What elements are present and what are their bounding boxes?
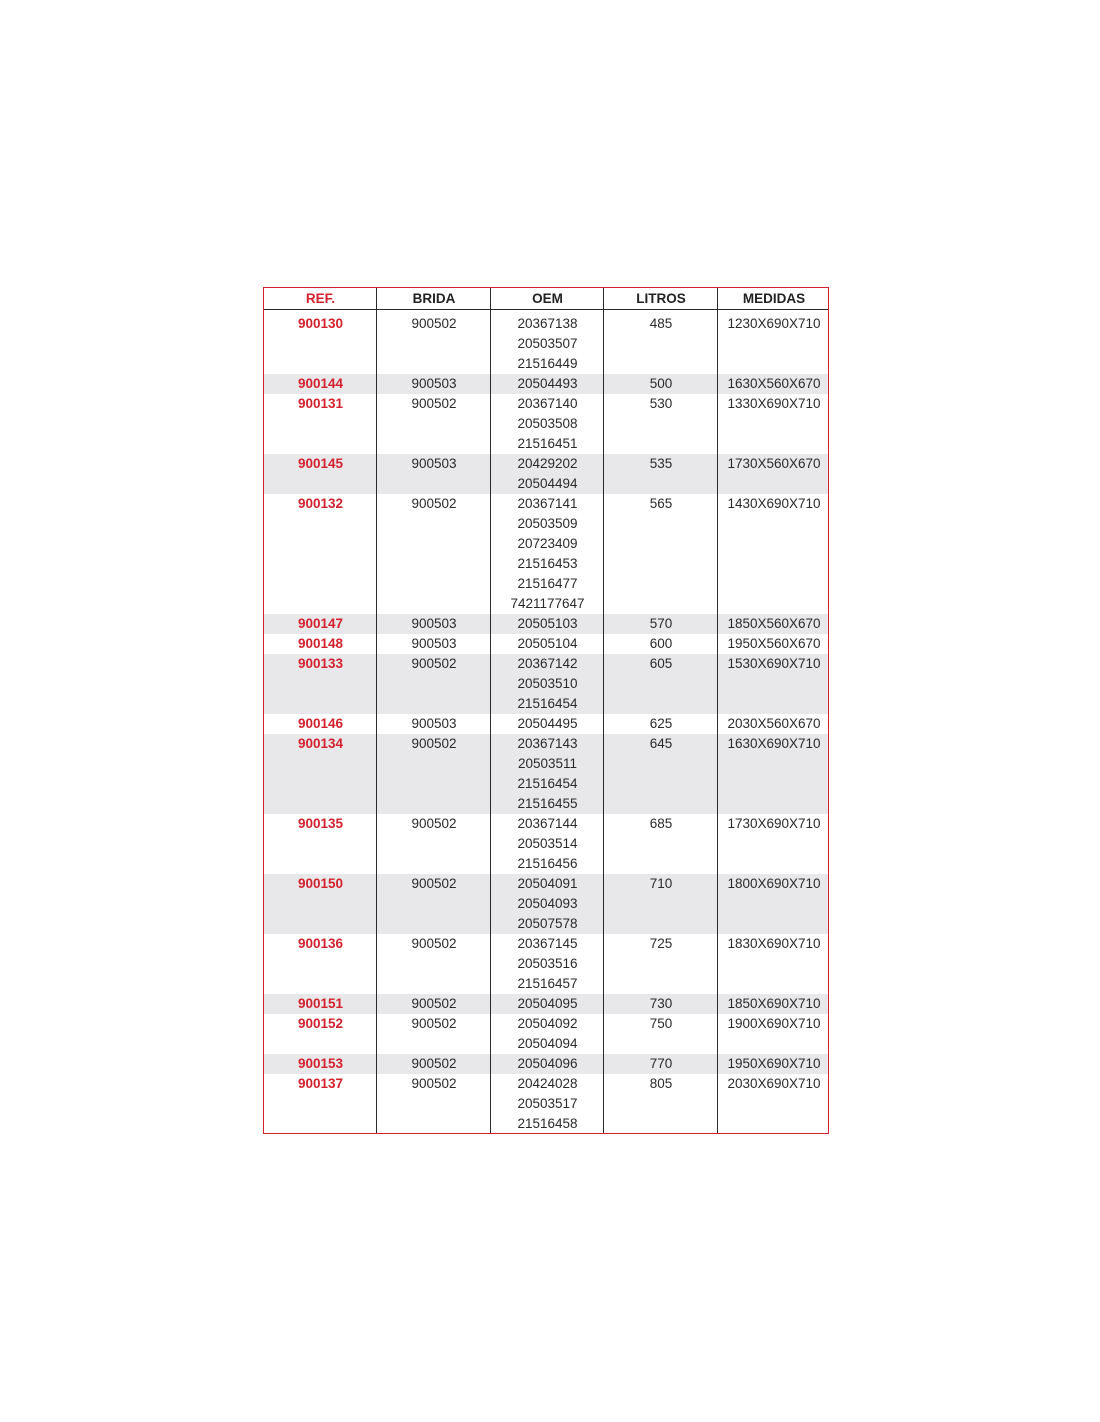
cell-litros: 645: [649, 736, 673, 751]
cell-medidas: 1850X690X710: [727, 996, 821, 1011]
cell-ref: 900130: [297, 316, 344, 331]
cell-ref: 900150: [297, 876, 344, 891]
cell-ref: 900147: [297, 616, 344, 631]
cell-oem: [491, 654, 604, 714]
cell-litros: 750: [649, 1016, 673, 1031]
cell-ref: 900132: [297, 496, 344, 511]
table-row: [264, 1014, 828, 1054]
oem-code: 21516477: [517, 576, 578, 591]
cell-brida: 900502: [411, 996, 457, 1011]
cell-brida: 900502: [411, 656, 457, 671]
cell-medidas: 2030X560X670: [727, 716, 821, 731]
oem-code: 7421177647: [510, 596, 585, 611]
cell-oem: [491, 374, 604, 394]
oem-code: 21516457: [517, 976, 578, 991]
cell-medidas: 1850X560X670: [727, 616, 821, 631]
oem-code: 20505103: [517, 616, 578, 631]
cell-oem: [491, 734, 604, 814]
table-row: [264, 874, 828, 934]
cell-brida: 900502: [411, 876, 457, 891]
cell-oem: [491, 714, 604, 734]
oem-code: 20504091: [517, 876, 578, 891]
table-row: [264, 494, 828, 614]
table-row: [264, 454, 828, 494]
cell-ref: 900136: [297, 936, 344, 951]
cell-ref: 900144: [297, 376, 344, 391]
table-row: [264, 1054, 828, 1074]
cell-litros: 500: [649, 376, 673, 391]
oem-code: 21516455: [517, 796, 578, 811]
cell-litros: 600: [649, 636, 673, 651]
cell-brida: 900502: [411, 1016, 457, 1031]
cell-ref: 900137: [297, 1076, 344, 1091]
table-row: [264, 1074, 828, 1134]
cell-litros: 485: [649, 316, 673, 331]
cell-brida: 900502: [411, 396, 457, 411]
oem-code: 20367142: [517, 656, 578, 671]
cell-ref: 900133: [297, 656, 344, 671]
cell-litros: 710: [649, 876, 673, 891]
oem-code: 20504092: [517, 1016, 578, 1031]
cell-medidas: 1330X690X710: [727, 396, 821, 411]
cell-litros: 530: [649, 396, 673, 411]
oem-code: 21516453: [517, 556, 578, 571]
oem-code: 20424028: [517, 1076, 578, 1091]
oem-code: 21516456: [517, 856, 578, 871]
cell-ref: 900131: [297, 396, 344, 411]
oem-code: 20367143: [517, 736, 578, 751]
cell-brida: 900502: [411, 736, 457, 751]
oem-code: 21516451: [517, 436, 578, 451]
cell-ref: 900134: [297, 736, 344, 751]
cell-medidas: 1230X690X710: [727, 316, 821, 331]
cell-litros: 625: [649, 716, 673, 731]
column-divider: [376, 288, 377, 1133]
cell-oem: [491, 1074, 604, 1134]
cell-brida: 900502: [411, 936, 457, 951]
cell-oem: [491, 634, 604, 654]
oem-code: 20503514: [517, 836, 578, 851]
oem-code: 21516454: [517, 776, 578, 791]
column-divider: [490, 288, 491, 1133]
cell-oem: [491, 454, 604, 494]
table-row: [264, 614, 828, 634]
cell-oem: [491, 934, 604, 994]
cell-medidas: 1800X690X710: [727, 876, 821, 891]
cell-ref: 900145: [297, 456, 344, 471]
table-row: [264, 314, 828, 374]
oem-code: 21516449: [517, 356, 578, 371]
column-divider: [717, 288, 718, 1133]
cell-litros: 565: [649, 496, 673, 511]
table-row: [264, 734, 828, 814]
table-row: [264, 814, 828, 874]
cell-ref: 900148: [297, 636, 344, 651]
cell-oem: [491, 394, 604, 454]
cell-oem: [491, 1054, 604, 1074]
cell-medidas: 1900X690X710: [727, 1016, 821, 1031]
cell-litros: 570: [649, 616, 673, 631]
oem-code: 20505104: [517, 636, 578, 651]
oem-code: 20503516: [517, 956, 578, 971]
cell-brida: 900502: [411, 316, 457, 331]
oem-code: 20367140: [517, 396, 578, 411]
table-row: [264, 394, 828, 454]
cell-litros: 805: [649, 1076, 673, 1091]
oem-code: 20503510: [517, 676, 578, 691]
table-row: [264, 714, 828, 734]
table-row: [264, 934, 828, 994]
cell-ref: 900135: [297, 816, 344, 831]
cell-oem: [491, 994, 604, 1014]
cell-medidas: 1730X690X710: [727, 816, 821, 831]
oem-code: 21516454: [517, 696, 578, 711]
cell-ref: 900146: [297, 716, 344, 731]
cell-brida: 900502: [411, 816, 457, 831]
cell-medidas: 1630X560X670: [727, 376, 821, 391]
cell-brida: 900503: [411, 456, 457, 471]
header-medidas: MEDIDAS: [742, 291, 806, 306]
cell-brida: 900503: [411, 716, 457, 731]
cell-litros: 535: [649, 456, 673, 471]
table-header: [264, 288, 828, 310]
table-row: [264, 654, 828, 714]
cell-medidas: 1430X690X710: [727, 496, 821, 511]
oem-code: 20503511: [517, 756, 578, 771]
cell-brida: 900503: [411, 376, 457, 391]
cell-ref: 900151: [297, 996, 344, 1011]
cell-medidas: 1950X690X710: [727, 1056, 821, 1071]
oem-code: 21516458: [517, 1116, 578, 1131]
oem-code: 20507578: [517, 916, 578, 931]
cell-oem: [491, 814, 604, 874]
cell-ref: 900153: [297, 1056, 344, 1071]
oem-code: 20503517: [517, 1096, 578, 1111]
cell-brida: 900502: [411, 496, 457, 511]
oem-code: 20504094: [517, 1036, 578, 1051]
header-brida: BRIDA: [412, 291, 456, 306]
cell-litros: 685: [649, 816, 673, 831]
oem-code: 20367145: [517, 936, 578, 951]
cell-litros: 605: [649, 656, 673, 671]
cell-medidas: 1630X690X710: [727, 736, 821, 751]
cell-brida: 900503: [411, 616, 457, 631]
cell-medidas: 1830X690X710: [727, 936, 821, 951]
table-row: [264, 634, 828, 654]
oem-code: 20503507: [517, 336, 578, 351]
cell-litros: 770: [649, 1056, 673, 1071]
cell-oem: [491, 1014, 604, 1054]
oem-code: 20367138: [517, 316, 578, 331]
cell-medidas: 2030X690X710: [727, 1076, 821, 1091]
cell-brida: 900502: [411, 1076, 457, 1091]
header-ref: REF.: [305, 291, 336, 306]
oem-code: 20504095: [517, 996, 578, 1011]
cell-oem: [491, 494, 604, 614]
cell-oem: [491, 874, 604, 934]
cell-brida: 900503: [411, 636, 457, 651]
cell-medidas: 1530X690X710: [727, 656, 821, 671]
table-body: [264, 314, 828, 1134]
column-divider: [603, 288, 604, 1133]
table-row: [264, 374, 828, 394]
oem-code: 20504093: [517, 896, 578, 911]
oem-code: 20504096: [517, 1056, 578, 1071]
cell-litros: 725: [649, 936, 673, 951]
oem-code: 20503509: [517, 516, 578, 531]
cell-medidas: 1950X560X670: [727, 636, 821, 651]
table-row: [264, 994, 828, 1014]
oem-code: 20504493: [517, 376, 578, 391]
oem-code: 20503508: [517, 416, 578, 431]
header-litros: LITROS: [636, 291, 686, 306]
cell-brida: 900502: [411, 1056, 457, 1071]
cell-oem: [491, 614, 604, 634]
cell-oem: [491, 314, 604, 374]
oem-code: 20504494: [517, 476, 578, 491]
oem-code: 20367144: [517, 816, 578, 831]
oem-code: 20723409: [517, 536, 578, 551]
header-oem: OEM: [532, 291, 563, 306]
oem-code: 20429202: [517, 456, 578, 471]
cell-litros: 730: [649, 996, 673, 1011]
product-table: [263, 287, 829, 1134]
cell-ref: 900152: [297, 1016, 344, 1031]
oem-code: 20367141: [517, 496, 578, 511]
cell-medidas: 1730X560X670: [727, 456, 821, 471]
oem-code: 20504495: [517, 716, 578, 731]
